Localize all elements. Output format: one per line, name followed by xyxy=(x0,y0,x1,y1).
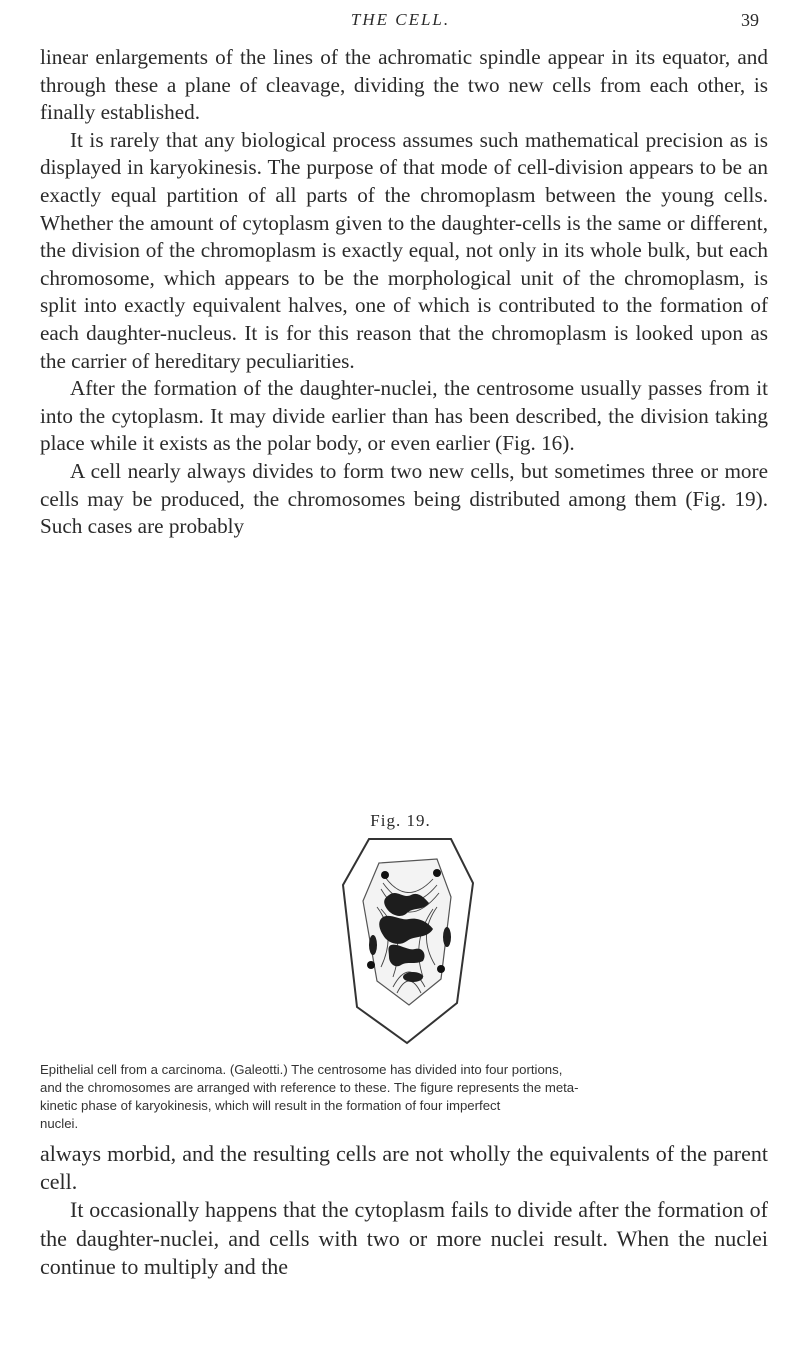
paragraph: It is rarely that any biological process assumes such mathematical precision as is displayed in karyokinesis. The purpose of that mode of cell-division appears to be an exactly equal partition of all parts of the chromoplasm between the young cells. Whether the amount of cytoplasm given to the daughter-cells is the same or different, the division of the chromoplasm is exactly equal, not only in its whole bulk, but each chromosome, which appears to be the morphological unit of the chromoplasm, is split into exactly equivalent halves, one of which is contributed to the formation of each daughter-nucleus. It is for this reason that the chromoplasm is looked upon as the carrier of hereditary peculiarities. xyxy=(40,127,768,373)
figure-caption xyxy=(40,1061,768,1133)
paragraph: A cell nearly always divides to form two new cells, but sometimes three or more cells may be produced, the chromosomes being distributed among them (Fig. 19). Such cases are probably xyxy=(40,458,768,539)
body-text-bottom xyxy=(40,1140,768,1281)
cell-drawing xyxy=(251,837,561,1053)
page-header xyxy=(0,10,801,38)
caption-line: and the chromosomes are arranged with reference to these. The figure represents the meta- xyxy=(40,1080,579,1095)
paragraph: linear enlargements of the lines of the achromatic spindle appear in its equator, and through these a plane of cleavage, dividing the two new cells from each other, is finally established. xyxy=(40,45,768,125)
figure-illustration xyxy=(251,837,561,1053)
caption-line: nuclei. xyxy=(40,1116,79,1131)
caption-line: Epithelial cell from a carcinoma. (Galeotti.) The centrosome has divided into four portions, xyxy=(40,1062,563,1077)
figure-label: Fig. 19. xyxy=(370,811,431,830)
paragraph: It occasionally happens that the cytoplasm fails to divide after the formation of the daughter-nuclei, and cells with two or more nuclei result. When the nuclei continue to multiply and the xyxy=(40,1197,768,1279)
running-head: THE CELL. xyxy=(350,10,451,29)
paragraph: always morbid, and the resulting cells are not wholly the equivalents of the parent cell. xyxy=(40,1141,768,1195)
paragraph: After the formation of the daughter-nuclei, the centrosome usually passes from it into the cytoplasm. It may divide earlier than has been described, the division taking place while it exists as the polar body, or even earlier (Fig. 16). xyxy=(40,376,768,456)
body-text-top xyxy=(40,44,768,541)
caption-line: kinetic phase of karyokinesis, which will result in the formation of four imperfect xyxy=(40,1098,501,1113)
page-number: 39 xyxy=(741,10,759,30)
